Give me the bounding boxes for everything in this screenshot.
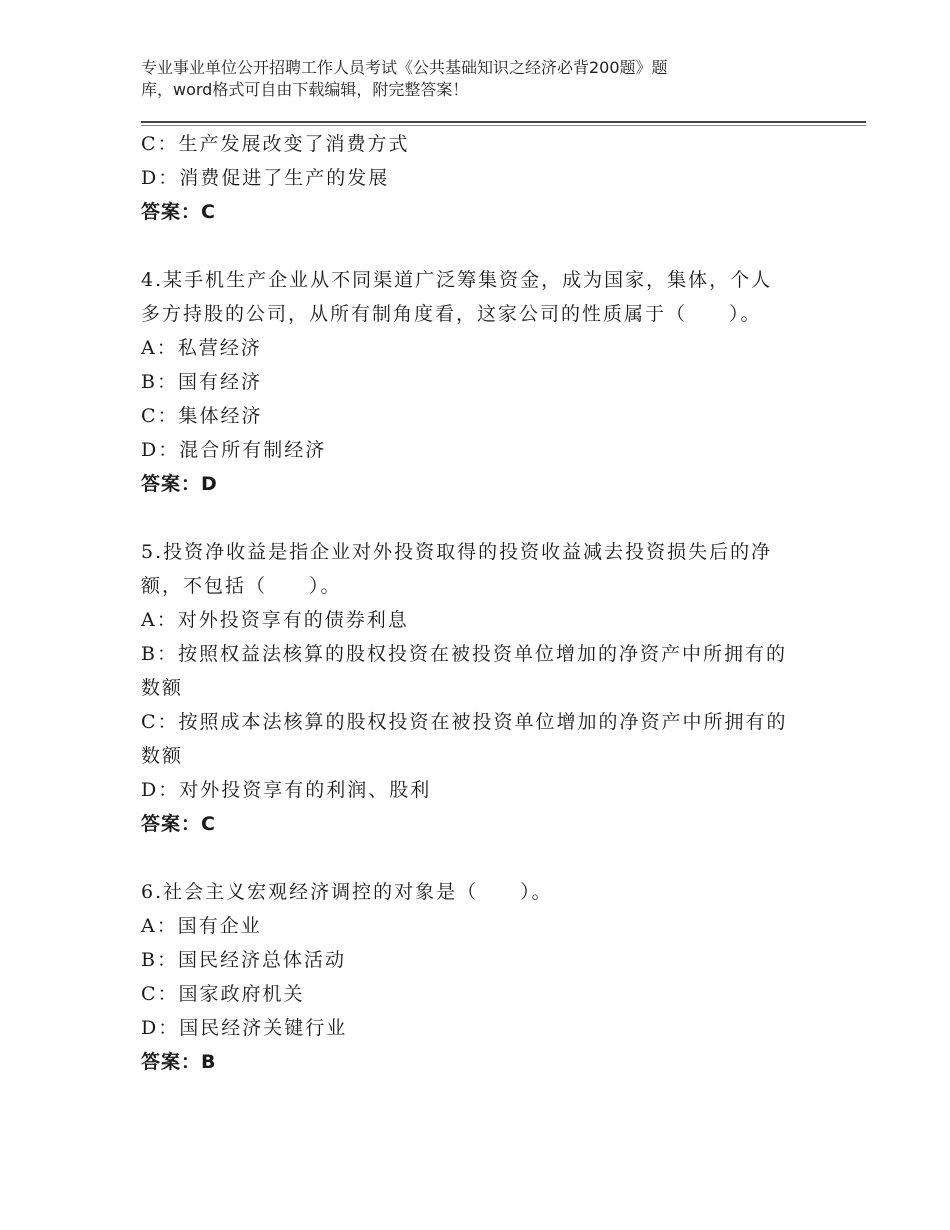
spacer bbox=[141, 501, 821, 535]
question-3 bbox=[141, 127, 821, 229]
question-5-answer: 答案：C bbox=[141, 813, 216, 835]
question-6-stem-line-1: 6.社会主义宏观经济调控的对象是（ ）。 bbox=[141, 881, 553, 903]
question-3-answer: 答案：C bbox=[141, 201, 216, 223]
page-header bbox=[141, 57, 781, 101]
spacer bbox=[141, 841, 821, 875]
question-5-option-b-line-2: 数额 bbox=[141, 677, 184, 699]
question-5-stem-line-1: 5.投资净收益是指企业对外投资取得的投资收益减去投资损失后的净 bbox=[141, 541, 773, 563]
spacer bbox=[141, 229, 821, 263]
question-4 bbox=[141, 263, 821, 501]
question-4-option-a: A：私营经济 bbox=[141, 337, 262, 359]
question-4-stem-line-2: 多方持股的公司，从所有制角度看，这家公司的性质属于（ ）。 bbox=[141, 303, 762, 325]
question-4-option-b: B：国有经济 bbox=[141, 371, 262, 393]
question-5-stem-line-2: 额，不包括（ ）。 bbox=[141, 575, 342, 597]
header-title-line-1: 专业事业单位公开招聘工作人员考试《公共基础知识之经济必背200题》题 bbox=[141, 58, 668, 77]
question-3-option-d: D：消费促进了生产的发展 bbox=[141, 167, 390, 189]
question-6-answer: 答案：B bbox=[141, 1051, 217, 1073]
question-5-option-a: A：对外投资享有的债券利息 bbox=[141, 609, 409, 631]
question-list bbox=[141, 127, 821, 1079]
question-3-option-c: C：生产发展改变了消费方式 bbox=[141, 133, 410, 155]
question-5-option-c-line-1: C：按照成本法核算的股权投资在被投资单位增加的净资产中所拥有的 bbox=[141, 711, 788, 733]
question-4-answer: 答案：D bbox=[141, 473, 218, 495]
question-6 bbox=[141, 875, 821, 1079]
question-5-option-c-line-2: 数额 bbox=[141, 745, 184, 767]
question-6-option-b: B：国民经济总体活动 bbox=[141, 949, 346, 971]
question-5-option-d: D：对外投资享有的利润、股利 bbox=[141, 779, 432, 801]
header-title-line-2: 库，word格式可自由下载编辑，附完整答案！ bbox=[141, 80, 469, 99]
question-6-option-d: D：国民经济关键行业 bbox=[141, 1017, 348, 1039]
question-5-option-b-line-1: B：按照权益法核算的股权投资在被投资单位增加的净资产中所拥有的 bbox=[141, 643, 787, 665]
header-rule-thin bbox=[141, 125, 866, 126]
question-5 bbox=[141, 535, 821, 841]
header-rule-thick bbox=[141, 121, 866, 123]
question-6-option-a: A：国有企业 bbox=[141, 915, 262, 937]
question-4-option-c: C：集体经济 bbox=[141, 405, 263, 427]
question-4-stem-line-1: 4.某手机生产企业从不同渠道广泛筹集资金，成为国家，集体，个人 bbox=[141, 269, 773, 291]
question-4-option-d: D：混合所有制经济 bbox=[141, 439, 327, 461]
question-6-option-c: C：国家政府机关 bbox=[141, 983, 305, 1005]
